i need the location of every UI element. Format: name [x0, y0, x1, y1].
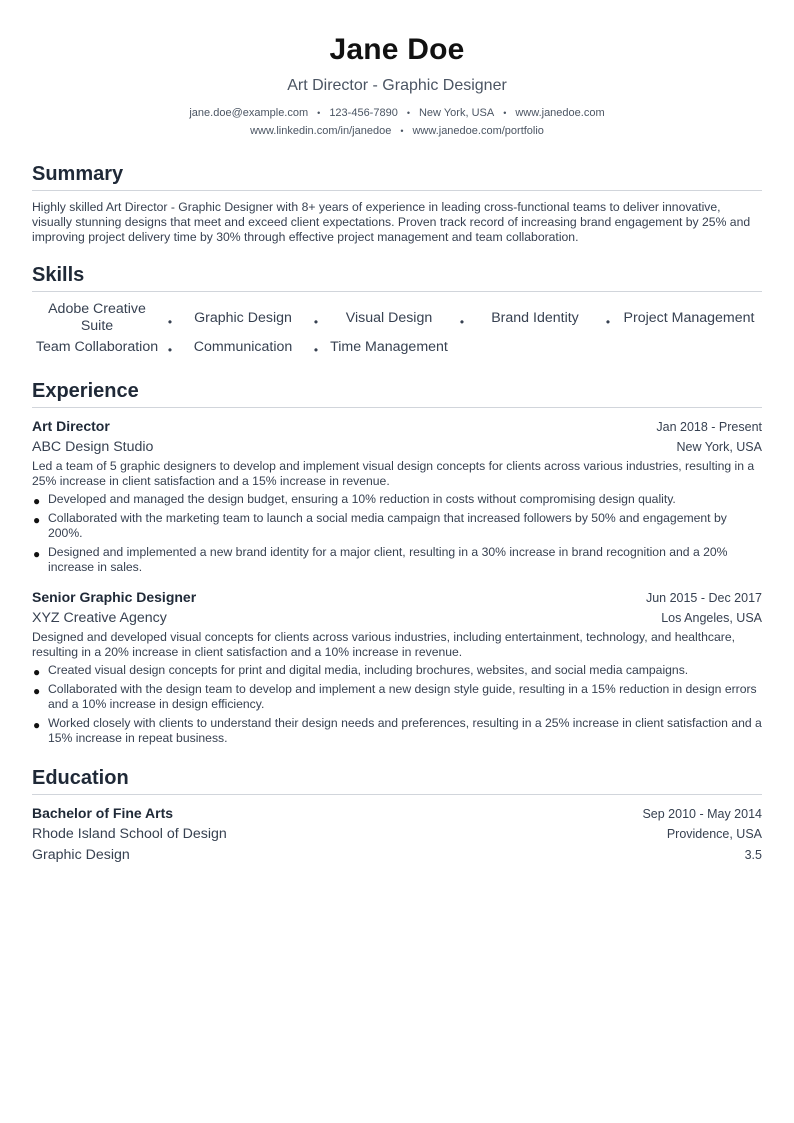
skills-list	[32, 301, 762, 359]
candidate-title: Art Director - Graphic Designer	[287, 77, 507, 94]
education-date: Sep 2010 - May 2014	[642, 807, 762, 821]
list-item	[32, 545, 762, 575]
website-link[interactable]: www.janedoe.com	[515, 107, 605, 119]
skill-item: Brand Identity	[491, 309, 579, 326]
list-item	[32, 492, 762, 507]
skill-item: Adobe Creative Suite	[48, 301, 146, 334]
separator-dot: •	[400, 126, 404, 136]
company-name: XYZ Creative Agency	[32, 610, 167, 626]
bullet-icon: ●	[33, 718, 41, 732]
experience-entry	[32, 588, 762, 746]
list-item	[32, 716, 762, 746]
gpa-value: 3.5	[744, 848, 762, 862]
contact-info	[32, 104, 762, 140]
location-text: New York, USA	[418, 107, 495, 119]
contact-line-1	[32, 104, 762, 122]
email-link[interactable]: jane.doe@example.com	[189, 107, 309, 119]
section-heading-education: Education	[32, 766, 762, 795]
separator-dot: •	[167, 315, 173, 329]
experience-entry	[32, 417, 762, 575]
job-date: Jan 2018 - Present	[656, 420, 762, 434]
job-bullets	[32, 492, 762, 575]
separator-dot: •	[605, 315, 611, 329]
section-heading-experience: Experience	[32, 379, 762, 408]
section-heading-summary: Summary	[32, 162, 762, 191]
field-of-study: Graphic Design	[32, 847, 130, 863]
education-section	[32, 766, 762, 865]
skill-item: Team Collaboration	[35, 338, 159, 355]
list-item	[32, 663, 762, 678]
summary-section	[32, 162, 762, 245]
list-item	[32, 682, 762, 712]
job-title: Art Director	[32, 418, 110, 434]
phone-number[interactable]: 123-456-7890	[329, 107, 398, 119]
linkedin-link[interactable]: www.linkedin.com/in/janedoe	[250, 125, 392, 137]
candidate-name: Jane Doe	[329, 33, 465, 66]
bullet-text: Designed and implemented a new brand identity for a major client, resulting in a 30% increase in brand recognition and a 20% increase in sales.	[48, 545, 728, 574]
list-item	[32, 511, 762, 541]
contact-line-2	[32, 122, 762, 140]
skill-item: Visual Design	[345, 309, 433, 326]
section-heading-skills: Skills	[32, 263, 762, 292]
skill-item: Communication	[193, 338, 293, 355]
job-description: Designed and developed visual concepts for clients across various industries, including entertainment, technology, and healthcare, resulting in a 20% increase in client satisfaction and a 10% increase in revenue.	[32, 630, 735, 659]
job-title: Senior Graphic Designer	[32, 589, 197, 605]
skill-item: Project Management	[623, 309, 755, 326]
bullet-icon: ●	[33, 547, 41, 561]
skill-item: Graphic Design	[194, 309, 292, 326]
bullet-text: Collaborated with the marketing team to launch a social media campaign that increased followers by 50% and engagement by 200%.	[48, 511, 727, 540]
bullet-text: Worked closely with clients to understand their design needs and preferences, resulting in a 25% increase in client satisfaction and a 15% increase in repeat business.	[48, 716, 762, 745]
bullet-icon: ●	[33, 684, 41, 698]
school-location: Providence, USA	[666, 827, 762, 841]
portfolio-link[interactable]: www.janedoe.com/portfolio	[412, 125, 544, 137]
school-name: Rhode Island School of Design	[32, 826, 227, 842]
bullet-text: Collaborated with the design team to develop and implement a new design style guide, resulting in a 15% reduction in design errors and a 10% increase in design efficiency.	[48, 682, 757, 711]
skills-section	[32, 263, 762, 359]
bullet-text: Created visual design concepts for print and digital media, including brochures, websites, and social media campaigns.	[48, 663, 689, 677]
bullet-icon: ●	[33, 513, 41, 527]
resume-header	[32, 0, 762, 140]
separator-dot: •	[406, 108, 410, 118]
job-location: Los Angeles, USA	[661, 611, 762, 625]
separator-dot: •	[503, 108, 507, 118]
job-description: Led a team of 5 graphic designers to develop and implement visual design concepts for clients across various industries, resulting in a 25% increase in client satisfaction and a 15% increase in revenue.	[32, 459, 755, 488]
job-location: New York, USA	[676, 440, 762, 454]
separator-dot: •	[167, 343, 173, 357]
separator-dot: •	[313, 315, 319, 329]
job-date: Jun 2015 - Dec 2017	[645, 591, 762, 605]
bullet-icon: ●	[33, 665, 41, 679]
company-name: ABC Design Studio	[32, 439, 154, 455]
degree-name: Bachelor of Fine Arts	[32, 805, 174, 821]
bullet-text: Developed and managed the design budget, ensuring a 10% reduction in costs without compromising design quality.	[48, 492, 676, 506]
experience-section	[32, 379, 762, 746]
separator-dot: •	[313, 343, 319, 357]
separator-dot: •	[317, 108, 321, 118]
job-bullets	[32, 663, 762, 746]
summary-text: Highly skilled Art Director - Graphic Designer with 8+ years of experience in leading cross-functional teams to deliver innovative, visually stunning designs that meet and exceed client expectations. Proven track record of increasing brand engagement by 25% and improving project delivery time by 30% through effective project management and team collaboration.	[32, 200, 751, 244]
separator-dot: •	[459, 315, 465, 329]
skill-item: Time Management	[330, 338, 448, 355]
education-entry	[32, 804, 762, 865]
bullet-icon: ●	[33, 494, 41, 508]
